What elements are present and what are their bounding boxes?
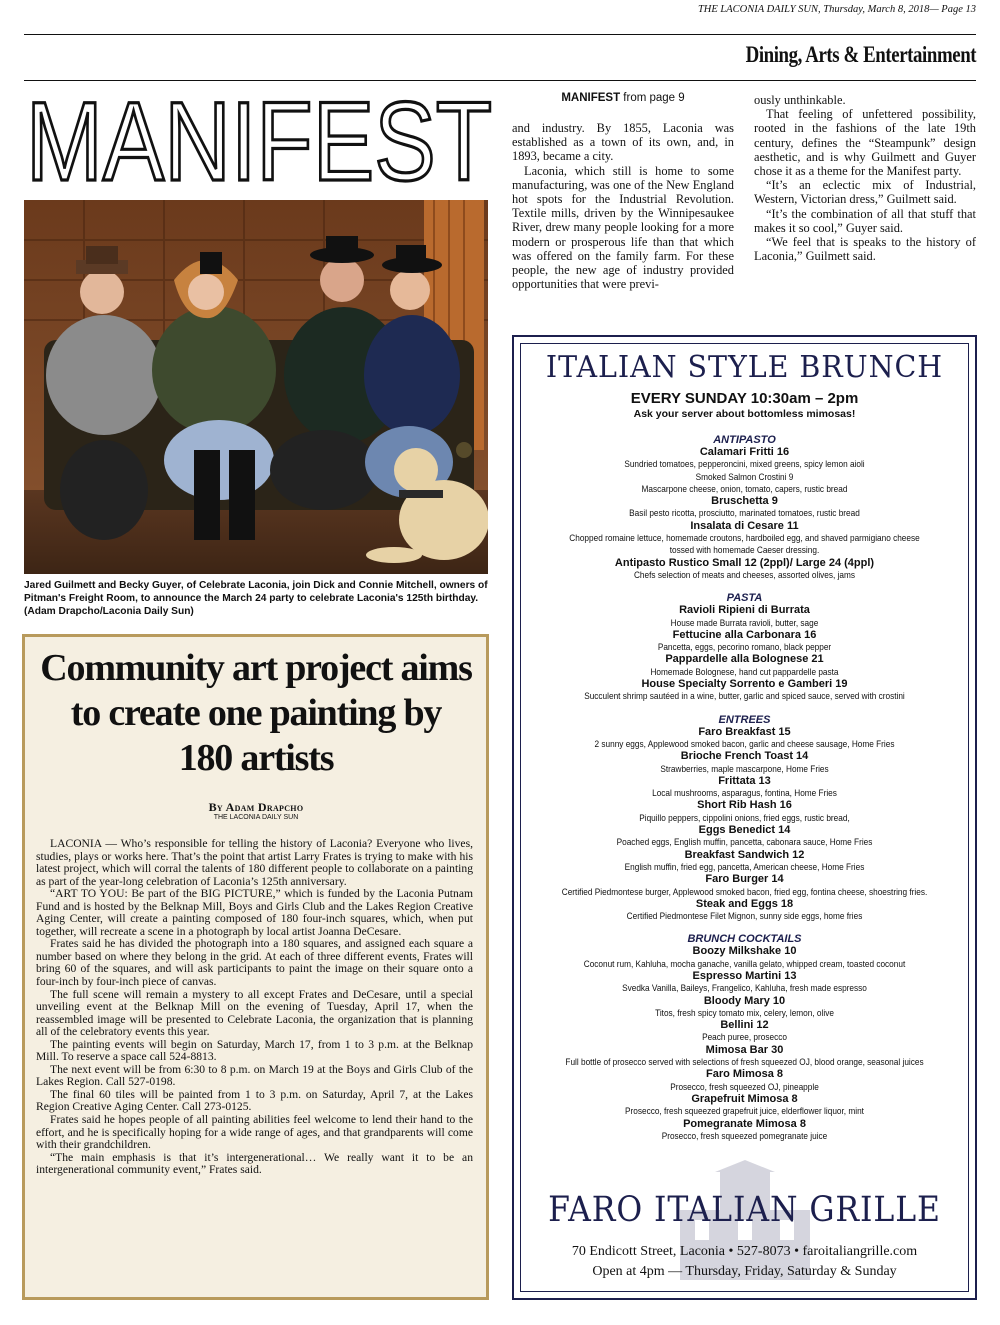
manifest-column-mid <box>512 121 734 291</box>
menu-section-title: ENTREES <box>718 713 771 726</box>
running-head: THE LACONIA DAILY SUN, Thursday, March 8, 2018— Page 13 <box>697 4 976 15</box>
article-paragraph: “ART TO YOU: Be part of the BIG PICTURE,” which is funded by the Laconia Putnam Fund and is hosted by the Belknap Mill, Boys and Girls Club and the Lakes Region Creative Aging Center, will create a painting composed of 180 four-inch squares, which, when put together, will recreate a scene in a photograph by local artist Joanna DeCesare. <box>36 887 473 938</box>
menu-item-name: Faro Burger 14 <box>705 873 784 886</box>
manifest-paragraph: “It’s an eclectic mix of Industrial, Western, Victorian dress,” Guilmett said. <box>754 178 976 207</box>
menu-item-description: Local mushrooms, asparagus, fontina, Home Fries <box>652 787 837 799</box>
menu-item-description: Mascarpone cheese, onion, tomato, capers, rustic bread <box>641 482 848 494</box>
menu-item-name: Steak and Eggs 18 <box>695 897 794 910</box>
manifest-paragraph: “It’s the combination of all that stuff that makes it so cool,” Guyer said. <box>754 206 976 235</box>
menu-item-description: Succulent shrimp sautéed in a wine, butter, garlic and spiced sauce, served with crostini <box>584 690 905 702</box>
menu-item-description: Prosecco, fresh squeezed OJ, pineapple <box>670 1080 819 1092</box>
menu-item-description: Full bottle of prosecco served with selections of fresh squeezed OJ, blood orange, seasonal juices <box>565 1056 924 1068</box>
brunch-menu <box>520 434 969 1142</box>
menu-item-description: Strawberries, maple mascarpone, Home Fries <box>660 762 829 774</box>
article-paragraph: The next event will be from 6:30 to 8 p.m. on March 19 at the Boys and Girls Club of the Lakes Region. Call 527-0198. <box>36 1062 473 1089</box>
menu-item-description: Prosecco, fresh squeezed grapefruit juice, elderflower liquor, mint <box>625 1105 864 1117</box>
menu-item-name: Faro Breakfast 15 <box>698 725 791 738</box>
article-body <box>36 838 473 1177</box>
article-headline: Community art project aims to create one painting by 180 artists <box>40 647 472 779</box>
ad-tagline: Ask your server about bottomless mimosas! <box>633 408 856 420</box>
menu-item-description: Smoked Salmon Crostini 9 <box>695 470 794 482</box>
article-paragraph: The full scene will remain a mystery to all except Frates and DeCesare, until a special unveiling event at the Belknap Mill on the evening of Tuesday, April 17, when the reassembled image will be presented to Celebrate Laconia, the organization that is planning all of the celebratory events this year. <box>36 987 473 1039</box>
manifest-paragraph: ously unthinkable. <box>754 93 846 107</box>
article-paragraph: “The main emphasis is that it’s intergenerational… We really want it to be an intergenerational community event,” Frates said. <box>36 1150 473 1177</box>
menu-item-name: Bruschetta 9 <box>711 495 778 508</box>
ad-schedule: EVERY SUNDAY 10:30am – 2pm <box>630 390 859 407</box>
menu-item-name: Insalata di Cesare 11 <box>690 519 799 532</box>
restaurant-name: FARO ITALIAN GRILLE <box>548 1190 941 1230</box>
ad-title: ITALIAN STYLE BRUNCH <box>545 350 944 385</box>
menu-item-description: Certified Piedmontese burger, Applewood smoked bacon, fried egg, fontina cheese, shoestring fries. <box>561 885 928 897</box>
group-photo <box>24 200 488 574</box>
manifest-title-text: MANIFEST <box>26 86 492 190</box>
menu-item-name: Pappardelle alla Bolognese 21 <box>665 653 824 666</box>
menu-item-description: Sundried tomatoes, pepperoncini, mixed greens, spicy lemon aioli <box>624 458 865 470</box>
menu-item-description: Basil pesto ricotta, prosciutto, marinated tomatoes, rustic bread <box>629 507 860 519</box>
menu-item-name: Antipasto Rustico Small 12 (2ppl)/ Large 24 (4ppl) <box>614 556 875 569</box>
manifest-paragraph: That feeling of unfettered possibility, rooted in the fashions of the late 19th century, defines the “Steampunk” design aesthetic, and is why Guilmett and Guyer chose it as a theme for the Manifest party. <box>754 107 976 179</box>
jump-from: from page 9 <box>623 92 685 104</box>
menu-item-description: House made Burrata ravioli, butter, sage <box>670 616 819 628</box>
menu-item-description: Piquillo peppers, cippolini onions, fried eggs, rustic bread, <box>639 811 850 823</box>
menu-item-name: Calamari Fritti 16 <box>699 446 790 458</box>
article-paragraph: Frates said he hopes people of all painting abilities feel welcome to lend their hand to the effort, and he is specifically hoping for a wide range of ages, and that grandparents will come with their grandchildren. <box>36 1113 473 1152</box>
article-paragraph: Frates said he has divided the photograph into a 180 squares, and assigned each square a number based on where they belong in the grid. At each of three different events, Frates will bring 60 of the squares, and will ask participants to paint the image on their square onto a four-inch by four-inch piece of canvas. <box>36 937 473 989</box>
menu-item-description: Prosecco, fresh squeezed pomegranate juice <box>661 1129 828 1141</box>
menu-section-title: BRUNCH COCKTAILS <box>687 933 802 946</box>
menu-item-name: Fettucine alla Carbonara 16 <box>672 628 817 641</box>
jump-line <box>512 92 734 104</box>
header-rule <box>24 34 976 35</box>
menu-item-name: Frittata 13 <box>718 774 771 787</box>
article-paragraph: The painting events will begin on Saturday, March 17, from 1 to 3 p.m. at the Belknap Mill. To reserve a space call 524-8813. <box>36 1037 473 1064</box>
menu-item-name: Boozy Milkshake 10 <box>692 945 797 958</box>
jump-label: MANIFEST <box>561 92 621 104</box>
menu-item-description: Pancetta, eggs, pecorino romano, black pepper <box>657 641 832 653</box>
menu-item-description: 2 sunny eggs, Applewood smoked bacon, garlic and cheese sausage, Home Fries <box>594 737 895 749</box>
manifest-paragraph: and industry. By 1855, Laconia was established as a town of its own, and, in 1893, became a city. <box>512 121 734 164</box>
menu-item-description: Certified Piedmontese Filet Mignon, sunny side eggs, home fries <box>626 910 863 922</box>
menu-section-title: ANTIPASTO <box>713 434 776 446</box>
menu-item-description: English muffin, fried egg, pancetta, American cheese, Home Fries <box>624 860 865 872</box>
menu-item-description: Peach puree, prosecco <box>702 1031 787 1043</box>
menu-item-name: Eggs Benedict 14 <box>698 824 791 837</box>
menu-section-title: PASTA <box>726 592 763 605</box>
menu-item-name: Bloody Mary 10 <box>703 994 786 1007</box>
menu-item-description: Homemade Bolognese, hand cut pappardelle pasta <box>650 665 839 677</box>
menu-item-description: Coconut rum, Kahluha, mocha ganache, vanilla gelato, whipped cream, toasted coconut <box>583 957 906 969</box>
menu-item-description: Chefs selection of meats and cheeses, assorted olives, jams <box>633 568 856 580</box>
section-title: Dining, Arts & Entertainment <box>745 42 976 67</box>
menu-item-description: Chopped romaine lettuce, homemade croutons, hardboiled egg, and shaved parmigiano cheese <box>569 532 920 544</box>
restaurant-address: 70 Endicott Street, Laconia • 527-8073 • faroitaliangrille.com <box>571 1244 918 1259</box>
menu-item-name: Faro Mimosa 8 <box>705 1068 784 1081</box>
menu-item-description: Poached eggs, English muffin, pancetta, cabonara sauce, Home Fries <box>616 836 873 848</box>
section-rule <box>24 80 976 81</box>
photo-caption: Jared Guilmett and Becky Guyer, of Celebrate Laconia, join Dick and Connie Mitchell, owners of Pitman's Freight Room, to announce the March 24 party to celebrate Laconia's 125th birthday. (Adam Drapcho/Laconia Daily Sun) <box>24 580 488 617</box>
menu-item-name: Espresso Martini 13 <box>692 969 797 982</box>
menu-item-name: Pomegranate Mimosa 8 <box>683 1117 806 1130</box>
menu-item-name: Short Rib Hash 16 <box>697 799 792 812</box>
menu-item-name: Mimosa Bar 30 <box>705 1043 784 1056</box>
menu-item-name: House Specialty Sorrento e Gamberi 19 <box>641 678 848 691</box>
menu-item-description: tossed with homemade Caeser dressing. <box>669 544 820 556</box>
menu-item-name: Brioche French Toast 14 <box>680 750 809 763</box>
manifest-paragraph: Laconia, which still is home to some manufacturing, was one of the New England hot spots for the Industrial Revolution. Textile mills, driven by the Winnipesaukee River, drew many people looking for a more modern or prosperous life than that which was offered on the family farm. For these people, the new age of industry provided opportunities that were previ- <box>512 163 734 292</box>
article-paragraph: LACONIA — Who’s responsible for telling the history of Laconia? Everyone who lives, studies, plays or works here. That’s the point that artist Larry Frates is trying to make with his latest project, which will corral the talents of 180 different people to collaborate on a painting as part of the year-long celebration of Laconia’s 125th anniversary. <box>36 837 473 888</box>
menu-item-name: Bellini 12 <box>720 1019 769 1032</box>
manifest-title <box>24 86 494 190</box>
article-byline-org: THE LACONIA DAILY SUN <box>213 814 299 821</box>
menu-item-description: Svedka Vanilla, Baileys, Frangelico, Kahluha, fresh made espresso <box>622 982 867 994</box>
article-paragraph: The final 60 tiles will be painted from 1 to 3 p.m. on Saturday, April 7, at the Lakes Region Creative Aging Center. Call 273-0125. <box>36 1087 473 1114</box>
menu-item-name: Breakfast Sandwich 12 <box>684 848 805 861</box>
manifest-paragraph: “We feel that is speaks to the history of Laconia,” Guilmett said. <box>754 235 976 264</box>
menu-item-name: Ravioli Ripieni di Burrata <box>679 604 810 617</box>
restaurant-hours: Open at 4pm — Thursday, Friday, Saturday & Sunday <box>592 1264 897 1279</box>
menu-item-description: Titos, fresh spicy tomato mix, celery, lemon, olive <box>655 1006 834 1018</box>
menu-item-name: Grapefruit Mimosa 8 <box>691 1092 798 1105</box>
manifest-column-right <box>754 93 976 263</box>
article-byline: By Adam Drapcho <box>208 800 304 814</box>
